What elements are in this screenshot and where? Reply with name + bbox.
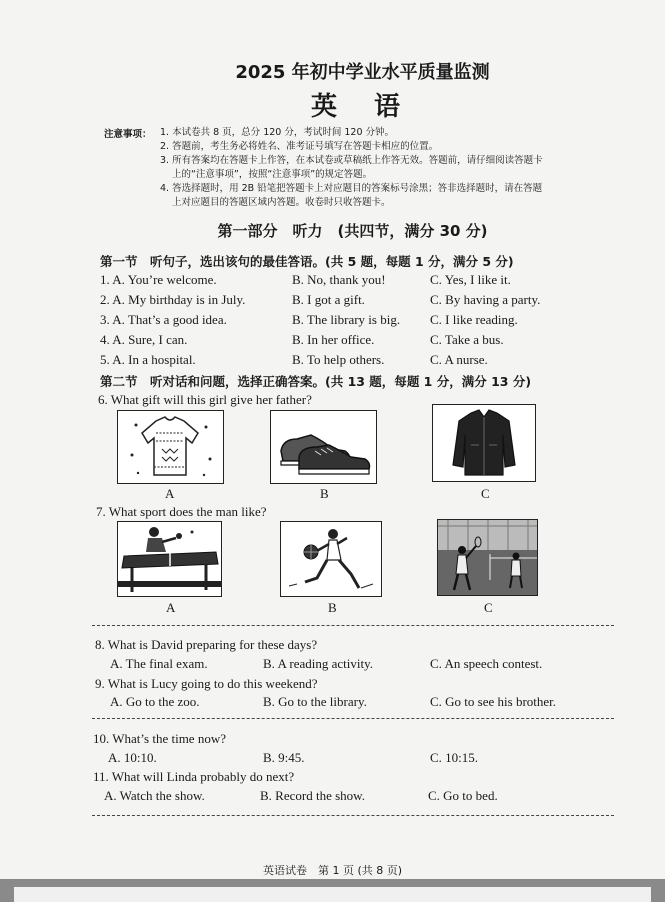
- q9-option-c: C. Go to see his brother.: [430, 694, 557, 709]
- section2-heading: 第二节 听对话和问题，选择正确答案。(共 13 题，每题 1 分，满分 13 分): [100, 374, 532, 389]
- page-footer: 英语试卷 第 1 页 (共 8 页): [262, 864, 403, 877]
- q5-option-c: C. A nurse.: [430, 352, 488, 367]
- sneakers-icon: [271, 411, 376, 483]
- q7-label-a: A: [166, 600, 176, 615]
- jacket-icon: [433, 405, 535, 481]
- q1-option-c: C. Yes, I like it.: [430, 272, 511, 287]
- q1-option-a: 1. A. You’re welcome.: [100, 272, 217, 287]
- note-item-2: 2. 答题前，考生务必将姓名、准考证号填写在答题卡相应的位置。: [160, 141, 439, 152]
- q6-label-b: B: [320, 486, 329, 501]
- section1-heading: 第一节 听句子，选出该句的最佳答语。(共 5 题，每题 1 分，满分 5 分): [100, 254, 514, 269]
- sweater-icon: [118, 411, 223, 483]
- q6-picture-b: [270, 410, 377, 484]
- q6-label-c: C: [481, 486, 490, 501]
- q11-option-c: C. Go to bed.: [428, 788, 498, 803]
- q7-stem: 7. What sport does the man like?: [96, 504, 267, 519]
- q3-option-c: C. I like reading.: [430, 312, 518, 327]
- q10-stem: 10. What’s the time now?: [93, 731, 226, 746]
- q1-option-b: B. No, thank you!: [292, 272, 386, 287]
- q11-option-a: A. Watch the show.: [104, 788, 205, 803]
- q7-picture-c: [437, 519, 538, 596]
- q6-label-a: A: [165, 486, 175, 501]
- q7-picture-b: [280, 521, 382, 597]
- q4-option-c: C. Take a bus.: [430, 332, 504, 347]
- q2-option-c: C. By having a party.: [430, 292, 541, 307]
- note-item-1: 1. 本试卷共 8 页，总分 120 分，考试时间 120 分钟。: [160, 127, 395, 138]
- dashed-divider: [92, 815, 614, 816]
- table-tennis-icon: [118, 522, 221, 596]
- q10-option-a: A. 10:10.: [108, 750, 157, 765]
- note-item-3: 3. 所有答案均在答题卡上作答，在本试卷或草稿纸上作答无效。答题前，请仔细阅读答题卡: [160, 155, 543, 166]
- note-item-4: 4. 答选择题时，用 2B 铅笔把答题卡上对应题目的答案标号涂黑；答非选择题时，请在答题: [160, 183, 543, 194]
- q3-option-b: B. The library is big.: [292, 312, 401, 327]
- note-item-4-cont: 上对应题目的答题区域内答题。收卷时只收答题卡。: [172, 197, 391, 208]
- q4-option-b: B. In her office.: [292, 332, 375, 347]
- q8-option-b: B. A reading activity.: [263, 656, 373, 671]
- q9-option-a: A. Go to the zoo.: [110, 694, 200, 709]
- q10-option-c: C. 10:15.: [430, 750, 479, 765]
- q2-option-a: 2. A. My birthday is in July.: [100, 292, 246, 307]
- scan-bottom-edge: [0, 879, 665, 902]
- q9-option-b: B. Go to the library.: [263, 694, 367, 709]
- q11-option-b: B. Record the show.: [260, 788, 365, 803]
- q8-option-a: A. The final exam.: [110, 656, 208, 671]
- q9-stem: 9. What is Lucy going to do this weekend?: [95, 676, 318, 691]
- q7-label-c: C: [484, 600, 493, 615]
- q8-stem: 8. What is David preparing for these days?: [95, 637, 318, 652]
- q8-option-c: C. An speech contest.: [430, 656, 543, 671]
- basketball-icon: [281, 522, 381, 596]
- note-item-3-cont: 上的“注意事项”，按照“注意事项”的规定答题。: [172, 169, 373, 180]
- exam-title: 2025 年初中学业水平质量监测: [235, 62, 490, 83]
- dashed-divider: [92, 718, 614, 719]
- q4-option-a: 4. A. Sure, I can.: [100, 332, 188, 347]
- q7-picture-a: [117, 521, 222, 597]
- q3-option-a: 3. A. That’s a good idea.: [100, 312, 227, 327]
- q6-stem: 6. What gift will this girl give her father?: [98, 392, 312, 407]
- q7-label-b: B: [328, 600, 337, 615]
- q2-option-b: B. I got a gift.: [292, 292, 365, 307]
- q11-stem: 11. What will Linda probably do next?: [93, 769, 295, 784]
- badminton-icon: [438, 520, 537, 595]
- part1-title: 第一部分 听力 (共四节，满分 30 分): [217, 222, 488, 240]
- dashed-divider: [92, 625, 614, 626]
- q5-option-b: B. To help others.: [292, 352, 385, 367]
- q10-option-b: B. 9:45.: [263, 750, 305, 765]
- subject-title: 英 语: [310, 92, 415, 122]
- q5-option-a: 5. A. In a hospital.: [100, 352, 196, 367]
- notes-label: 注意事项：: [104, 129, 152, 140]
- q6-picture-c: [432, 404, 536, 482]
- q6-picture-a: [117, 410, 224, 484]
